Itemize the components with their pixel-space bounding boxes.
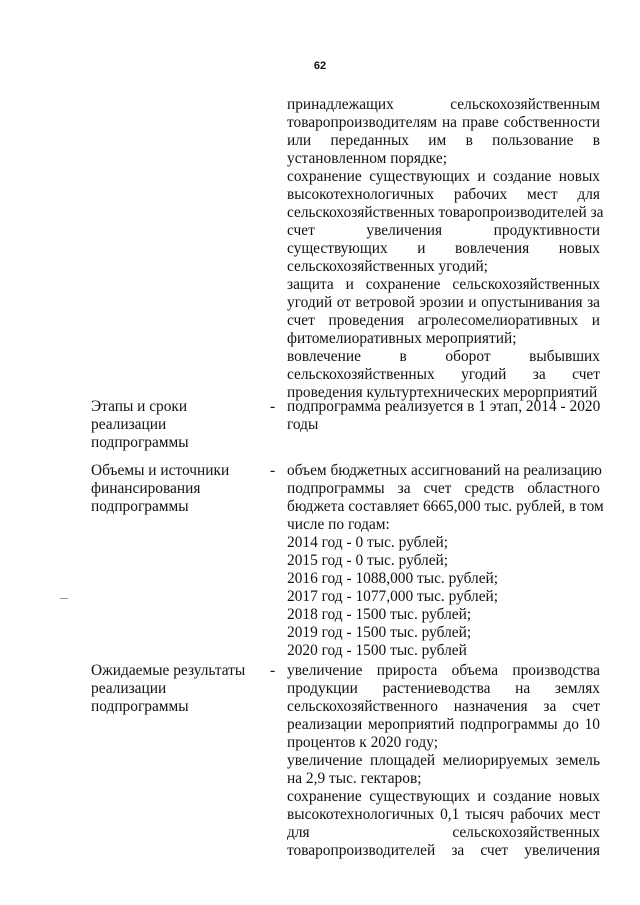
text-line: годы [287, 416, 319, 433]
text-line: или переданных им в пользование в [287, 132, 600, 149]
text-line: счет увеличения продуктивности [287, 222, 600, 239]
intro-text-block [287, 96, 604, 402]
section-label [91, 462, 256, 516]
section-body [287, 398, 600, 434]
text-line: товаропроизводителей за счет увеличения [287, 842, 600, 859]
text-line: сохранение существующих и создание новых [287, 168, 600, 185]
text-line: на 2,9 тыс. гектаров; [287, 770, 422, 787]
text-line: объем бюджетных ассигнований на реализацию [287, 462, 602, 479]
section-body [287, 662, 600, 860]
text-line: существующих и вовлечения новых [287, 240, 600, 257]
text-line: реализации [91, 680, 167, 697]
section-label [91, 662, 256, 716]
text-line: 2014 год - 0 тыс. рублей; [287, 534, 449, 551]
section-body [287, 462, 604, 660]
text-line: сельскохозяйственных товаропроизводителей за [287, 204, 604, 221]
text-line: Ожидаемые результаты [91, 662, 246, 679]
text-line: защита и сохранение сельскохозяйственных [287, 276, 600, 293]
text-line: сельскохозяйственных угодий; [287, 258, 488, 275]
section-dash: - [270, 662, 276, 679]
text-line: высокотехнологичных рабочих мест для [287, 186, 600, 203]
text-line: сохранение существующих и создание новых [287, 788, 600, 805]
text-line: увеличение прироста объема производства [287, 662, 600, 679]
text-line: для сельскохозяйственных [287, 824, 600, 841]
text-line: числе по годам: [287, 516, 390, 533]
page-number: 62 [313, 60, 327, 72]
text-line: 2018 год - 1500 тыс. рублей; [287, 606, 472, 623]
text-line: процентов к 2020 году; [287, 734, 438, 751]
margin-mark [60, 598, 68, 599]
text-line: сельскохозяйственного назначения за счет [287, 698, 600, 715]
text-line: принадлежащих сельскохозяйственным [287, 96, 600, 113]
section-dash: - [270, 462, 276, 479]
text-line: подпрограммы [91, 698, 189, 715]
text-line: 2019 год - 1500 тыс. рублей; [287, 624, 472, 641]
text-line: угодий от ветровой эрозии и опустынивания за [287, 294, 600, 311]
text-line: фитомелиоративных мероприятий; [287, 330, 517, 347]
text-line: увеличение площадей мелиорируемых земель [287, 752, 600, 769]
text-line: высокотехнологичных 0,1 тысяч рабочих мест [287, 806, 600, 823]
text-line: бюджета составляет 6665,000 тыс. рублей, в том [287, 498, 604, 515]
text-line: товаропроизводителям на праве собственности [287, 114, 600, 131]
text-line: счет проведения агролесомелиоративных и [287, 312, 600, 329]
text-line: реализации мероприятий подпрограммы до 10 [287, 716, 600, 733]
text-line: подпрограмма реализуется в 1 этап, 2014 - 2020 [287, 398, 601, 415]
text-line: 2017 год - 1077,000 тыс. рублей; [287, 588, 499, 605]
text-line: вовлечение в оборот выбывших [287, 348, 600, 365]
text-line: реализации [91, 416, 167, 433]
text-line: 2016 год - 1088,000 тыс. рублей; [287, 570, 499, 587]
text-line: 2015 год - 0 тыс. рублей; [287, 552, 449, 569]
text-line: проведения культуртехнических мерорприятий [287, 384, 598, 401]
text-line: сельскохозяйственных угодий за счет [287, 366, 600, 383]
text-line: подпрограммы за счет средств областного [287, 480, 600, 497]
text-line: Объемы и источники [91, 462, 230, 479]
text-line: финансирования [91, 480, 201, 497]
text-line: Этапы и сроки [91, 398, 188, 415]
text-line: установленном порядке; [287, 150, 447, 167]
text-line: продукции растениеводства на землях [287, 680, 600, 697]
text-line: 2020 год - 1500 тыс. рублей [287, 642, 467, 659]
section-dash: - [270, 398, 276, 415]
section-label [91, 398, 256, 452]
text-line: подпрограммы [91, 434, 189, 451]
text-line: подпрограммы [91, 498, 189, 515]
